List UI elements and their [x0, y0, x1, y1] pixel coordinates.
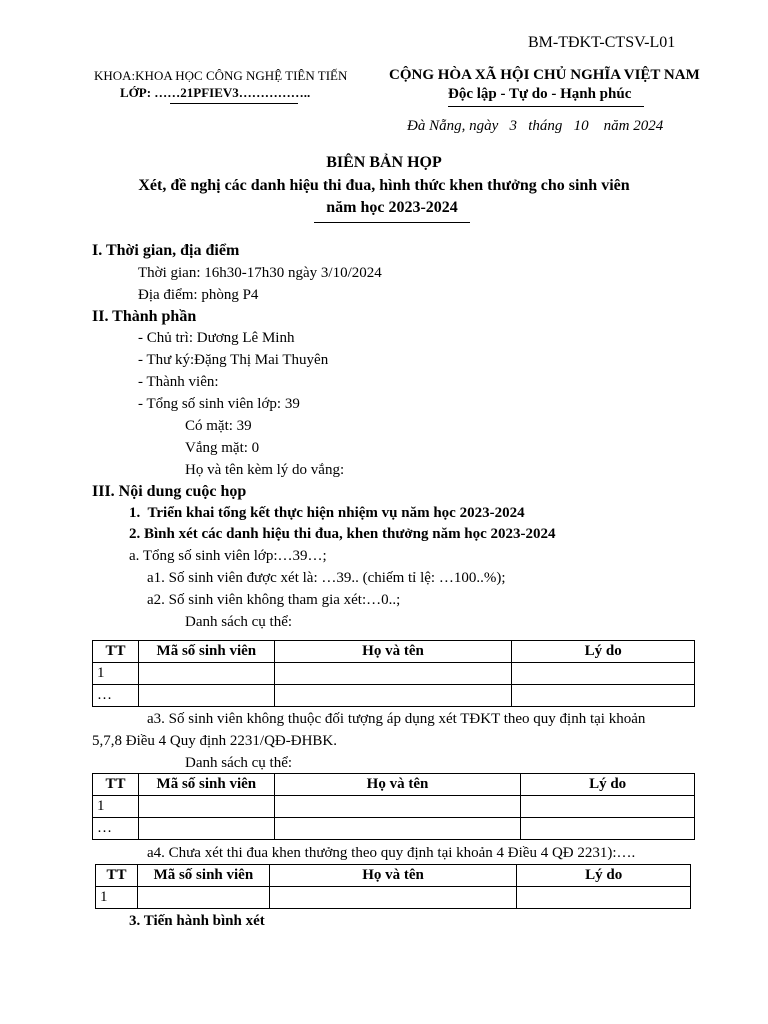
cell-tt: …	[93, 685, 139, 707]
section-1-heading: I. Thời gian, địa điểm	[92, 242, 240, 259]
cell-tt: 1	[96, 887, 138, 909]
secretary: - Thư ký:Đặng Thị Mai Thuyên	[138, 352, 329, 368]
form-code: BM-TĐKT-CTSV-L01	[528, 34, 676, 51]
cell-reason	[512, 663, 695, 685]
section-3-heading: III. Nội dung cuộc họp	[92, 483, 247, 500]
table-row	[93, 685, 695, 707]
cell-reason	[521, 818, 695, 840]
item-a4: a4. Chưa xét thi đua khen thưởng theo quy định tại khoản 4 Điều 4 QĐ 2231):….	[147, 845, 636, 861]
meeting-time: Thời gian: 16h30-17h30 ngày 3/10/2024	[138, 265, 382, 281]
cell-reason	[517, 887, 691, 909]
absent-count: Vắng mặt: 0	[185, 440, 260, 456]
item-3: 3. Tiến hành bình xét	[129, 913, 265, 929]
section-2-heading: II. Thành phần	[92, 308, 197, 325]
item-a2: a2. Số sinh viên không tham gia xét:…0..;	[147, 592, 401, 608]
title-underline	[314, 222, 470, 223]
cell-full-name	[269, 887, 517, 909]
table-row	[93, 663, 695, 685]
meeting-place: Địa điểm: phòng P4	[138, 287, 259, 303]
members: - Thành viên:	[138, 374, 219, 390]
table-row	[93, 796, 695, 818]
cell-student-id	[137, 887, 269, 909]
col-student-id: Mã số sinh viên	[138, 774, 274, 796]
list-label-1: Danh sách cụ thể:	[185, 614, 293, 630]
cell-student-id	[138, 818, 274, 840]
col-reason: Lý do	[521, 774, 695, 796]
cell-student-id	[138, 663, 274, 685]
table-3	[95, 864, 691, 909]
table-header-row	[93, 774, 695, 796]
motto: Độc lập - Tự do - Hạnh phúc	[448, 86, 632, 102]
table-header-row	[93, 641, 695, 663]
cell-reason	[512, 685, 695, 707]
chairperson: - Chủ trì: Dương Lê Minh	[138, 330, 295, 346]
nation-title: CỘNG HÒA XÃ HỘI CHỦ NGHĨA VIỆT NAM	[389, 67, 700, 83]
item-2: 2. Bình xét các danh hiệu thi đua, khen thưởng năm học 2023-2024	[129, 526, 556, 542]
date-line: Đà Nẵng, ngày 3 tháng 10 năm 2024	[407, 118, 664, 134]
present-count: Có mặt: 39	[185, 418, 252, 434]
col-reason: Lý do	[512, 641, 695, 663]
cell-reason	[521, 796, 695, 818]
col-full-name: Họ và tên	[274, 774, 521, 796]
cell-tt: 1	[93, 663, 139, 685]
item-a3-line-2: 5,7,8 Điều 4 Quy định 2231/QĐ-ĐHBK.	[92, 733, 337, 749]
col-full-name: Họ và tên	[274, 641, 512, 663]
cell-student-id	[138, 685, 274, 707]
faculty-name: KHOA:KHOA HỌC CÔNG NGHỆ TIÊN TIẾN	[94, 68, 348, 83]
cell-tt: …	[93, 818, 139, 840]
col-student-id: Mã số sinh viên	[138, 641, 274, 663]
class-line: LỚP: ……21PFIEV3……………..	[120, 85, 311, 100]
col-full-name: Họ và tên	[269, 865, 517, 887]
list-label-2: Danh sách cụ thể:	[185, 755, 293, 771]
cell-student-id	[138, 796, 274, 818]
cell-tt: 1	[93, 796, 139, 818]
motto-underline	[448, 106, 644, 107]
col-tt: TT	[93, 774, 139, 796]
table-header-row	[96, 865, 691, 887]
item-a3-line-1: a3. Số sinh viên không thuộc đối tượng áp dụng xét TĐKT theo quy định tại khoản	[147, 711, 646, 727]
document-title: BIÊN BẢN HỌP	[326, 154, 442, 171]
col-tt: TT	[93, 641, 139, 663]
table-1	[92, 640, 695, 707]
class-underline	[170, 103, 298, 104]
table-2	[92, 773, 695, 840]
total-students: - Tổng số sinh viên lớp: 39	[138, 396, 300, 412]
col-reason: Lý do	[517, 865, 691, 887]
document-subtitle-2: năm học 2023-2024	[326, 199, 458, 216]
cell-full-name	[274, 796, 521, 818]
document-subtitle-1: Xét, đề nghị các danh hiệu thi đua, hình thức khen thưởng cho sinh viên	[138, 177, 630, 194]
cell-full-name	[274, 685, 512, 707]
col-student-id: Mã số sinh viên	[137, 865, 269, 887]
table-row	[93, 818, 695, 840]
item-a: a. Tổng số sinh viên lớp:…39…;	[129, 548, 327, 564]
item-a1: a1. Số sinh viên được xét là: …39.. (chiếm tỉ lệ: …100..%);	[147, 570, 506, 586]
cell-full-name	[274, 663, 512, 685]
absent-names: Họ và tên kèm lý do vắng:	[185, 462, 345, 478]
col-tt: TT	[96, 865, 138, 887]
table-row	[96, 887, 691, 909]
item-1: 1. Triển khai tổng kết thực hiện nhiệm vụ năm học 2023-2024	[129, 505, 525, 521]
cell-full-name	[274, 818, 521, 840]
